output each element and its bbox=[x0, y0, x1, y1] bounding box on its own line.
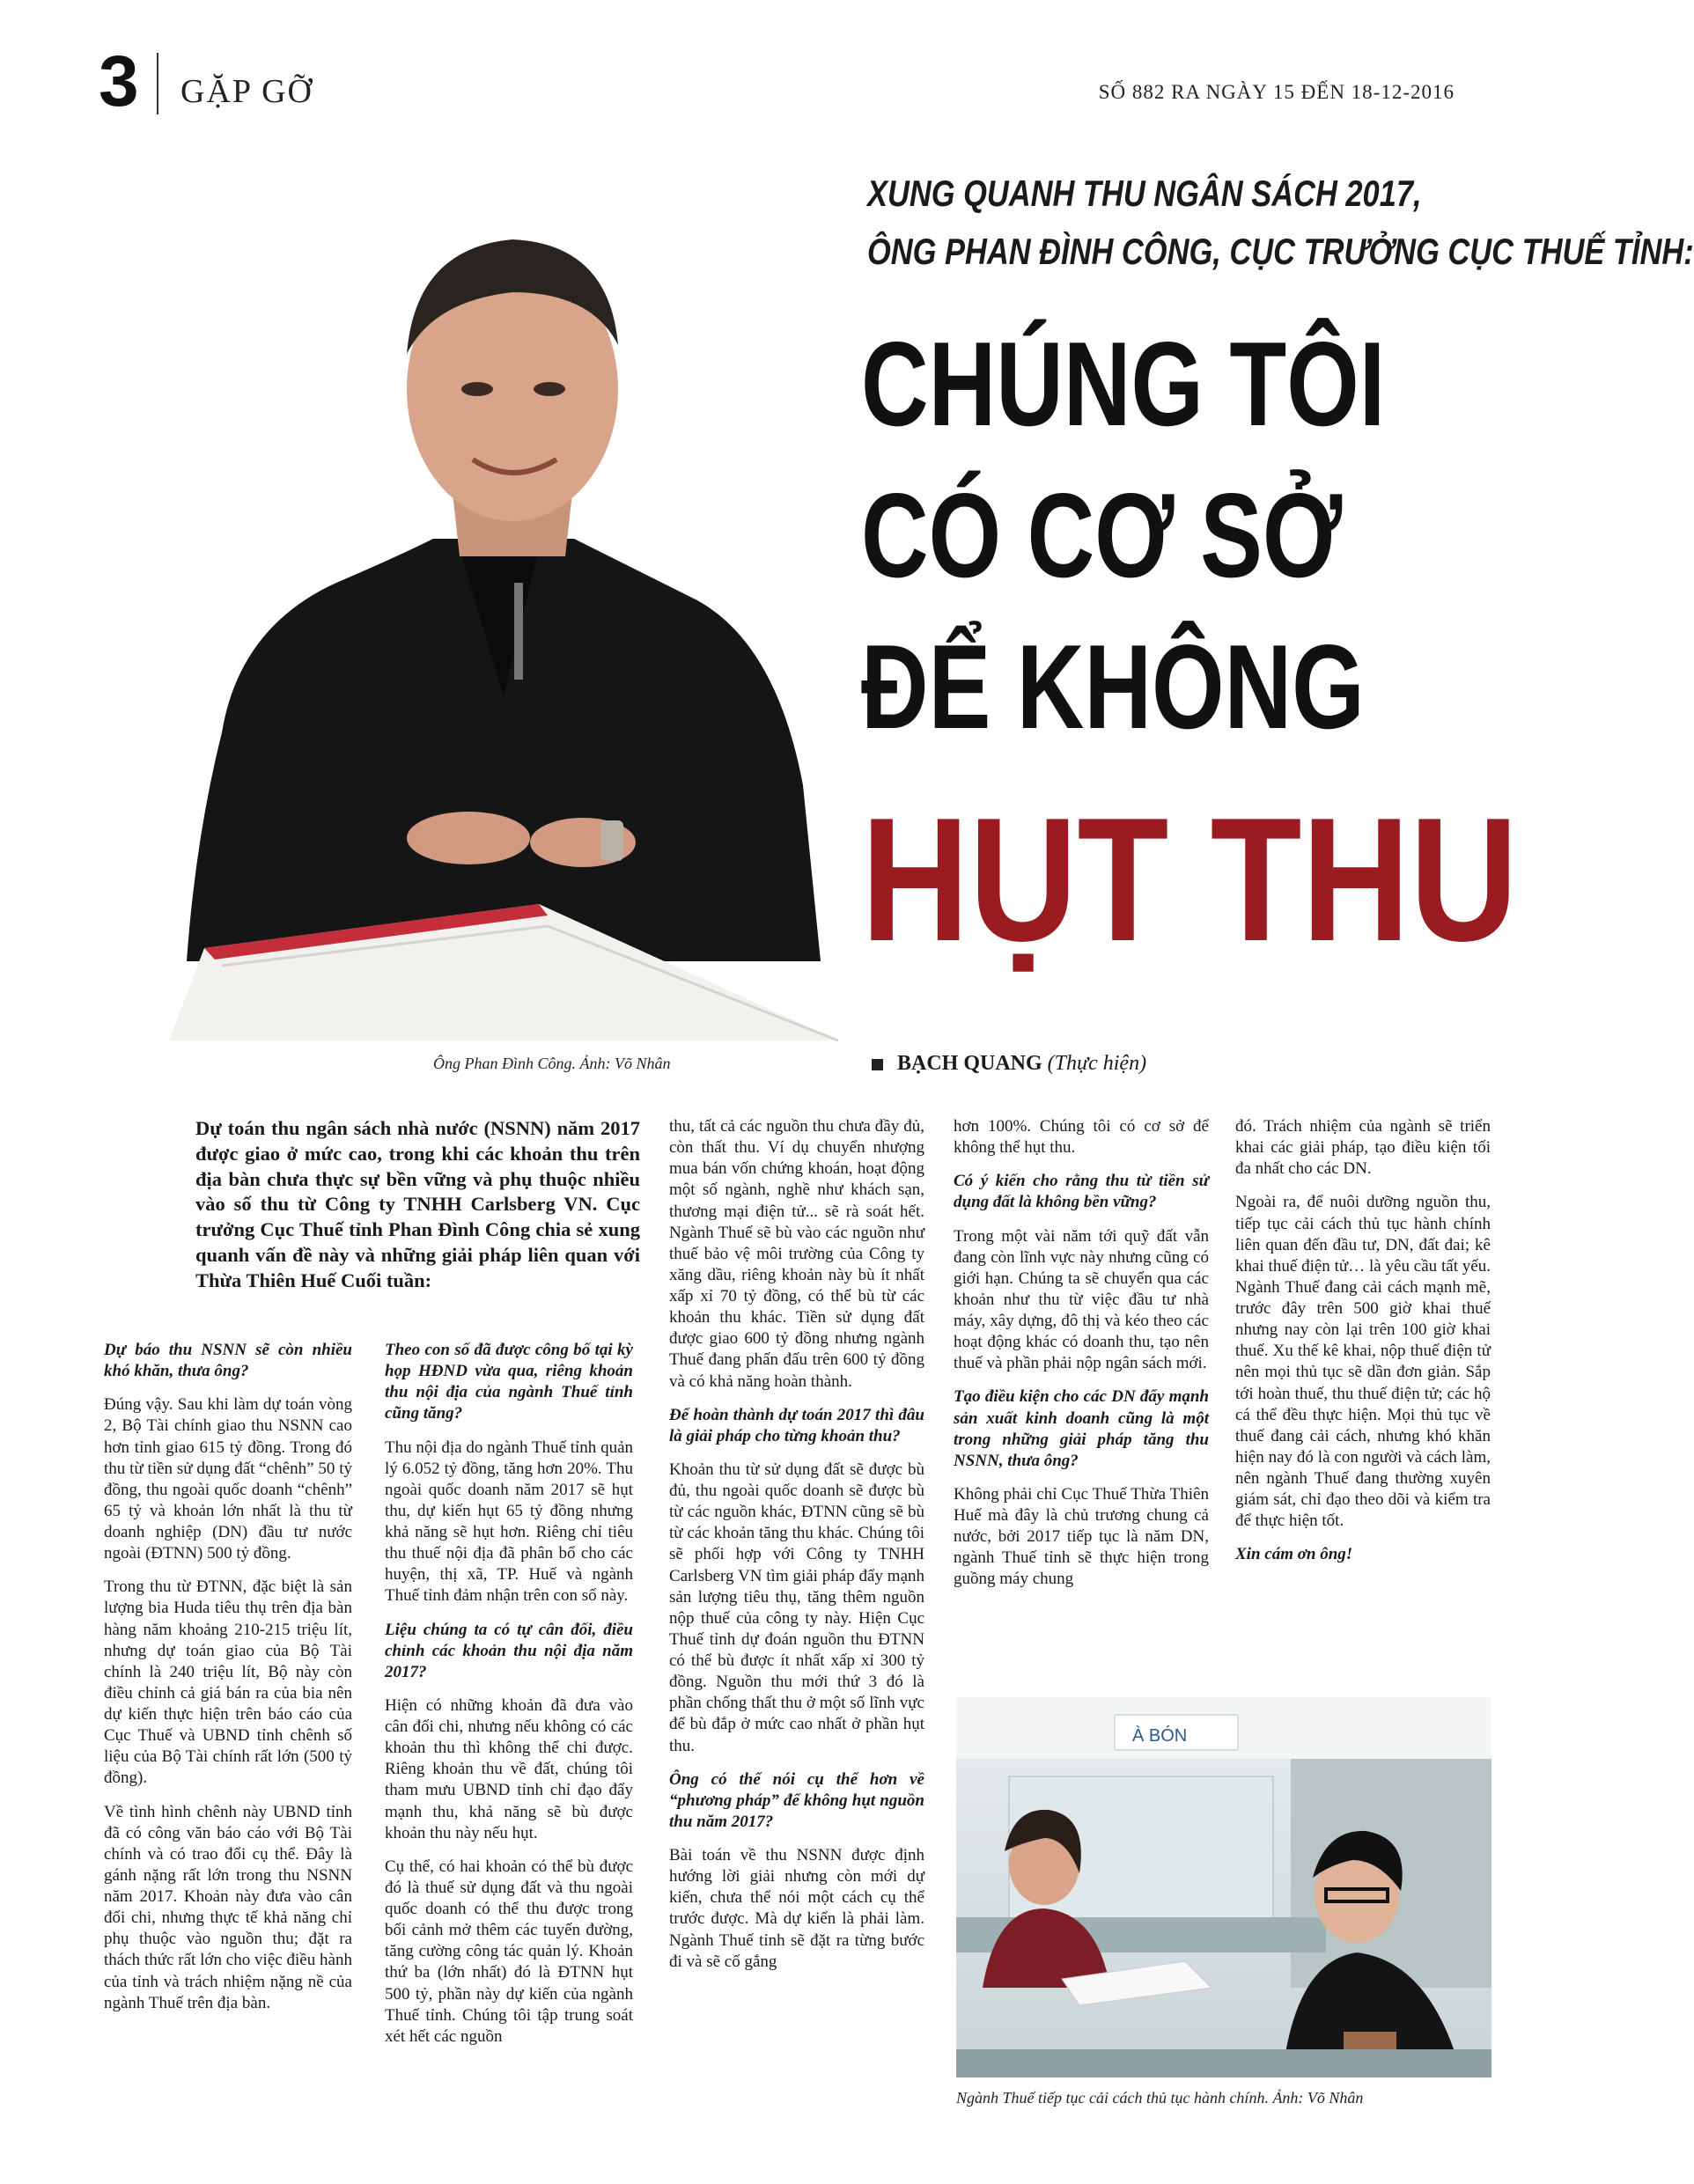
page-number: 3 bbox=[99, 41, 139, 121]
headline-line-2: CÓ CƠ SỞ bbox=[861, 468, 1343, 602]
question: Tạo điều kiện cho các DN đẩy mạnh sản xuất kinh doanh cũng là một trong những giải pháp tăng thu NSNN, thưa ông? bbox=[954, 1387, 1209, 1470]
article-column-3 bbox=[669, 1116, 924, 1985]
paragraph: Trong thu từ ĐTNN, đặc biệt là sản lượng bia Huda tiêu thụ trên địa bàn hàng năm khoảng 210-215 triệu lít, nhưng dự toán giao của Bộ Tài chính là 240 triệu lít, Bộ này còn điều chỉnh cả giá bán ra của bia nên dự kiến thực hiện trên báo cáo của Cục Thuế và UBND tỉnh chênh số liệu của Bộ Tài chính rất lớn (500 tỷ đồng). bbox=[104, 1577, 352, 1788]
paragraph: Khoản thu từ sử dụng đất sẽ được bù đủ, thu ngoài quốc doanh sẽ được bù từ các nguồn khác, ĐTNN cũng sẽ bù từ các khoản tăng thu khác. Chúng tôi sẽ phối hợp với Công ty TNHH Carlsberg VN tìm giải pháp đẩy mạnh sản lượng tiêu thụ, tăng thêm nguồn nộp thuế của công ty này. Hiện Cục Thuế tỉnh dự đoán nguồn thu ĐTNN có thể bù được ít nhất xấp xỉ 300 tỷ đồng. Nguồn thu mới thứ 3 đó là phần chống thất thu ở một số lĩnh vực để bù đắp ở mức cao nhất ở phần hụt thu. bbox=[669, 1460, 924, 1755]
section-title: GẶP GỠ bbox=[180, 73, 313, 110]
paragraph: Đúng vậy. Sau khi làm dự toán vòng 2, Bộ Tài chính giao thu NSNN cao hơn tỉnh giao 615 tỷ đồng. Trong đó thu từ tiền sử dụng đất “chênh” 50 tỷ đồng, thu ngoài quốc doanh “chênh” 65 tỷ và khoản lớn nhất là thu từ doanh nghiệp (DN) đầu tư nước ngoài (ĐTNN) 500 tỷ đồng. bbox=[104, 1395, 352, 1563]
header-divider bbox=[157, 53, 158, 114]
kicker-line-2: ÔNG PHAN ĐÌNH CÔNG, CỤC TRƯỞNG CỤC THUẾ TỈNH: bbox=[867, 231, 1694, 272]
article-column-1 bbox=[104, 1340, 352, 2026]
question: Liệu chúng ta có tự cân đối, điều chỉnh các khoản thu nội địa năm 2017? bbox=[385, 1620, 633, 1681]
paragraph: Bài toán về thu NSNN được định hướng lời giải nhưng còn mới dự kiến, chưa thể nói một cách cụ thể trước được. Mà dự kiến là phải làm. Ngành Thuế tỉnh sẽ đặt ra từng bước đi và sẽ cố gắng bbox=[669, 1846, 924, 1971]
paragraph: Cụ thể, có hai khoản có thể bù được đó là thuế sử dụng đất và thu ngoài quốc doanh có thể thu được trong bối cảnh mở thêm các tuyến đường, tăng cường công tác quản lý. Khoản thứ ba (lớn nhất) đó là ĐTNN hụt 500 tỷ, phần này dự kiến của ngành Thuế tỉnh. Chúng tôi tập trung soát xét hết các nguồn bbox=[385, 1857, 633, 2046]
question: Để hoàn thành dự toán 2017 thì đâu là giải pháp cho từng khoản thu? bbox=[669, 1405, 924, 1445]
counter-sign-text: À BÓN bbox=[1132, 1726, 1188, 1746]
main-photo-caption: Ông Phan Đình Công. Ảnh: Võ Nhân bbox=[433, 1055, 671, 1072]
main-photo bbox=[169, 169, 829, 1041]
paragraph: Ngoài ra, để nuôi dưỡng nguồn thu, tiếp tục cải cách thủ tục hành chính liên quan đến đầu tư, DN, đất đai; kê khai thuế điện tử… là yêu cầu tất yếu. Ngành Thuế đang cải cách mạnh mẽ, trước đây trên 500 giờ khai thuế nhưng nay còn lại trên 100 giờ khai thuế. Xu thế kê khai, nộp thuế điện tử nên mọi thủ tục sẽ dần đơn giản. Sắp tới hoàn thuế, thu thuế điện tử; các hộ cá thể đều thực hiện. Mọi thủ tục về thuế đang cải cách, nhưng khó khăn hiện nay đó là con người và cách làm, nên ngành Thuế đang thường xuyên giám sát, chỉ đạo theo dõi và kiểm tra để thực hiện tốt. bbox=[1235, 1193, 1491, 1531]
kicker-line-1: XUNG QUANH THU NGÂN SÁCH 2017, bbox=[867, 173, 1422, 214]
paragraph: hơn 100%. Chúng tôi có cơ sở để không thể hụt thu. bbox=[954, 1117, 1209, 1158]
paragraph: đó. Trách nhiệm của ngành sẽ triển khai các giải pháp, tạo điều kiện tối đa nhất cho các DN. bbox=[1235, 1117, 1491, 1179]
closing-line: Xin cám ơn ông! bbox=[1235, 1545, 1353, 1564]
bullet-square-icon bbox=[872, 1059, 883, 1070]
article-column-5 bbox=[1235, 1116, 1491, 1578]
byline-name: BẠCH QUANG bbox=[897, 1052, 1042, 1075]
paragraph: Không phải chỉ Cục Thuế Thừa Thiên Huế mà đây là chủ trương chung cả nước, bởi 2017 tiếp tục là năm DN, ngành Thuế tỉnh sẽ thực hiện trong guồng máy chung bbox=[954, 1484, 1209, 1589]
question: Dự báo thu NSNN sẽ còn nhiều khó khăn, thưa ông? bbox=[104, 1341, 352, 1381]
headline-line-4: HỤT THU bbox=[861, 782, 1518, 978]
paragraph: Thu nội địa do ngành Thuế tỉnh quản lý 6.052 tỷ đồng, tăng hơn 20%. Thu ngoài quốc doanh năm 2017 sẽ hụt thu, dự kiến hụt 65 tỷ đồng nhưng khả năng sẽ hụt hơn. Riêng chỉ tiêu thu thuế nội địa đã phân bổ cho các huyện, thị xã, TP. Huế và ngành Thuế tỉnh đảm nhận trên con số này. bbox=[385, 1438, 633, 1606]
byline bbox=[872, 1052, 1146, 1076]
tax-office-photo bbox=[956, 1697, 1491, 2077]
paragraph: Trong một vài năm tới quỹ đất vẫn đang còn lĩnh vực này nhưng cũng có giới hạn. Chúng ta sẽ chuyển qua các khoản như thu từ việc đầu tư nhà máy, xây dựng, đô thị và kéo theo các hoạt động khác có doanh thu, tạo nên thuế và phần phải nộp ngân sách mới. bbox=[954, 1226, 1209, 1373]
headline-line-1: CHÚNG TÔI bbox=[861, 317, 1386, 451]
headline-line-3: ĐỂ KHÔNG bbox=[861, 620, 1365, 754]
question: Có ý kiến cho rằng thu từ tiền sử dụng đất là không bền vững? bbox=[954, 1172, 1209, 1212]
paragraph: thu, tất cả các nguồn thu chưa đầy đủ, còn thất thu. Ví dụ chuyển nhượng mua bán vốn chứng khoán, hoạt động một số ngành, nghề như khách sạn, thương mại điện tử... sẽ rà soát hết. Ngành Thuế sẽ bù vào các nguồn như thuế bảo vệ môi trường của Công ty xăng dầu, riêng khoản này bù ít nhất xấp xỉ 70 tỷ đồng, có thể bù từ các khoản thu khác. Tiền sử dụng đất được giao 600 tỷ đồng nhưng ngành Thuế đang phấn đấu trên 600 tỷ đồng và có khả năng hoàn thành. bbox=[669, 1117, 924, 1391]
article-column-2 bbox=[385, 1340, 633, 2060]
paragraph: Hiện có những khoản đã đưa vào cân đối chi, nhưng nếu không có các khoản thu thì không thể chi được. Riêng khoản thu về đất, chúng tôi tham mưu UBND tỉnh chỉ đạo đẩy mạnh thu, khả năng sẽ bù được khoản thu này nếu hụt. bbox=[385, 1695, 633, 1842]
tax-office-photo-caption: Ngành Thuế tiếp tục cải cách thủ tục hành chính. Ảnh: Võ Nhân bbox=[956, 2089, 1364, 2107]
paragraph: Về tình hình chênh này UBND tỉnh đã có công văn báo cáo với Bộ Tài chính và có trao đổi cụ thể. Đây là gánh nặng rất lớn trong thu NSNN năm 2017. Khoản này đưa vào cân đối chi, nhưng thực tế khả năng chỉ phụ thuộc vào nguồn thu; đặt ra thách thức rất lớn cho việc điều hành của tỉnh và trách nhiệm nặng nề của ngành Thuế trên địa bàn. bbox=[104, 1802, 352, 2012]
question: Ông có thể nói cụ thể hơn về “phương pháp” để không hụt nguồn thu năm 2017? bbox=[669, 1769, 924, 1831]
lede-paragraph: Dự toán thu ngân sách nhà nước (NSNN) năm 2017 được giao ở mức cao, trong khi các khoản thu trên địa bàn chưa thực sự bền vững và phụ thuộc nhiều vào số thu từ Công ty TNHH Carlsberg VN. Cục trưởng Cục Thuế tỉnh Phan Đình Công chia sẻ xung quanh vấn đề này và những giải pháp liên quan với Thừa Thiên Huế Cuối tuần: bbox=[195, 1117, 640, 1291]
issue-date: SỐ 882 RA NGÀY 15 ĐẾN 18-12-2016 bbox=[1098, 81, 1455, 103]
question: Theo con số đã được công bố tại kỳ họp HĐND vừa qua, riêng khoản thu nội địa của ngành Thuế tỉnh cũng tăng? bbox=[385, 1341, 633, 1423]
article-column-4 bbox=[954, 1116, 1209, 1603]
byline-role: (Thực hiện) bbox=[1047, 1052, 1147, 1075]
